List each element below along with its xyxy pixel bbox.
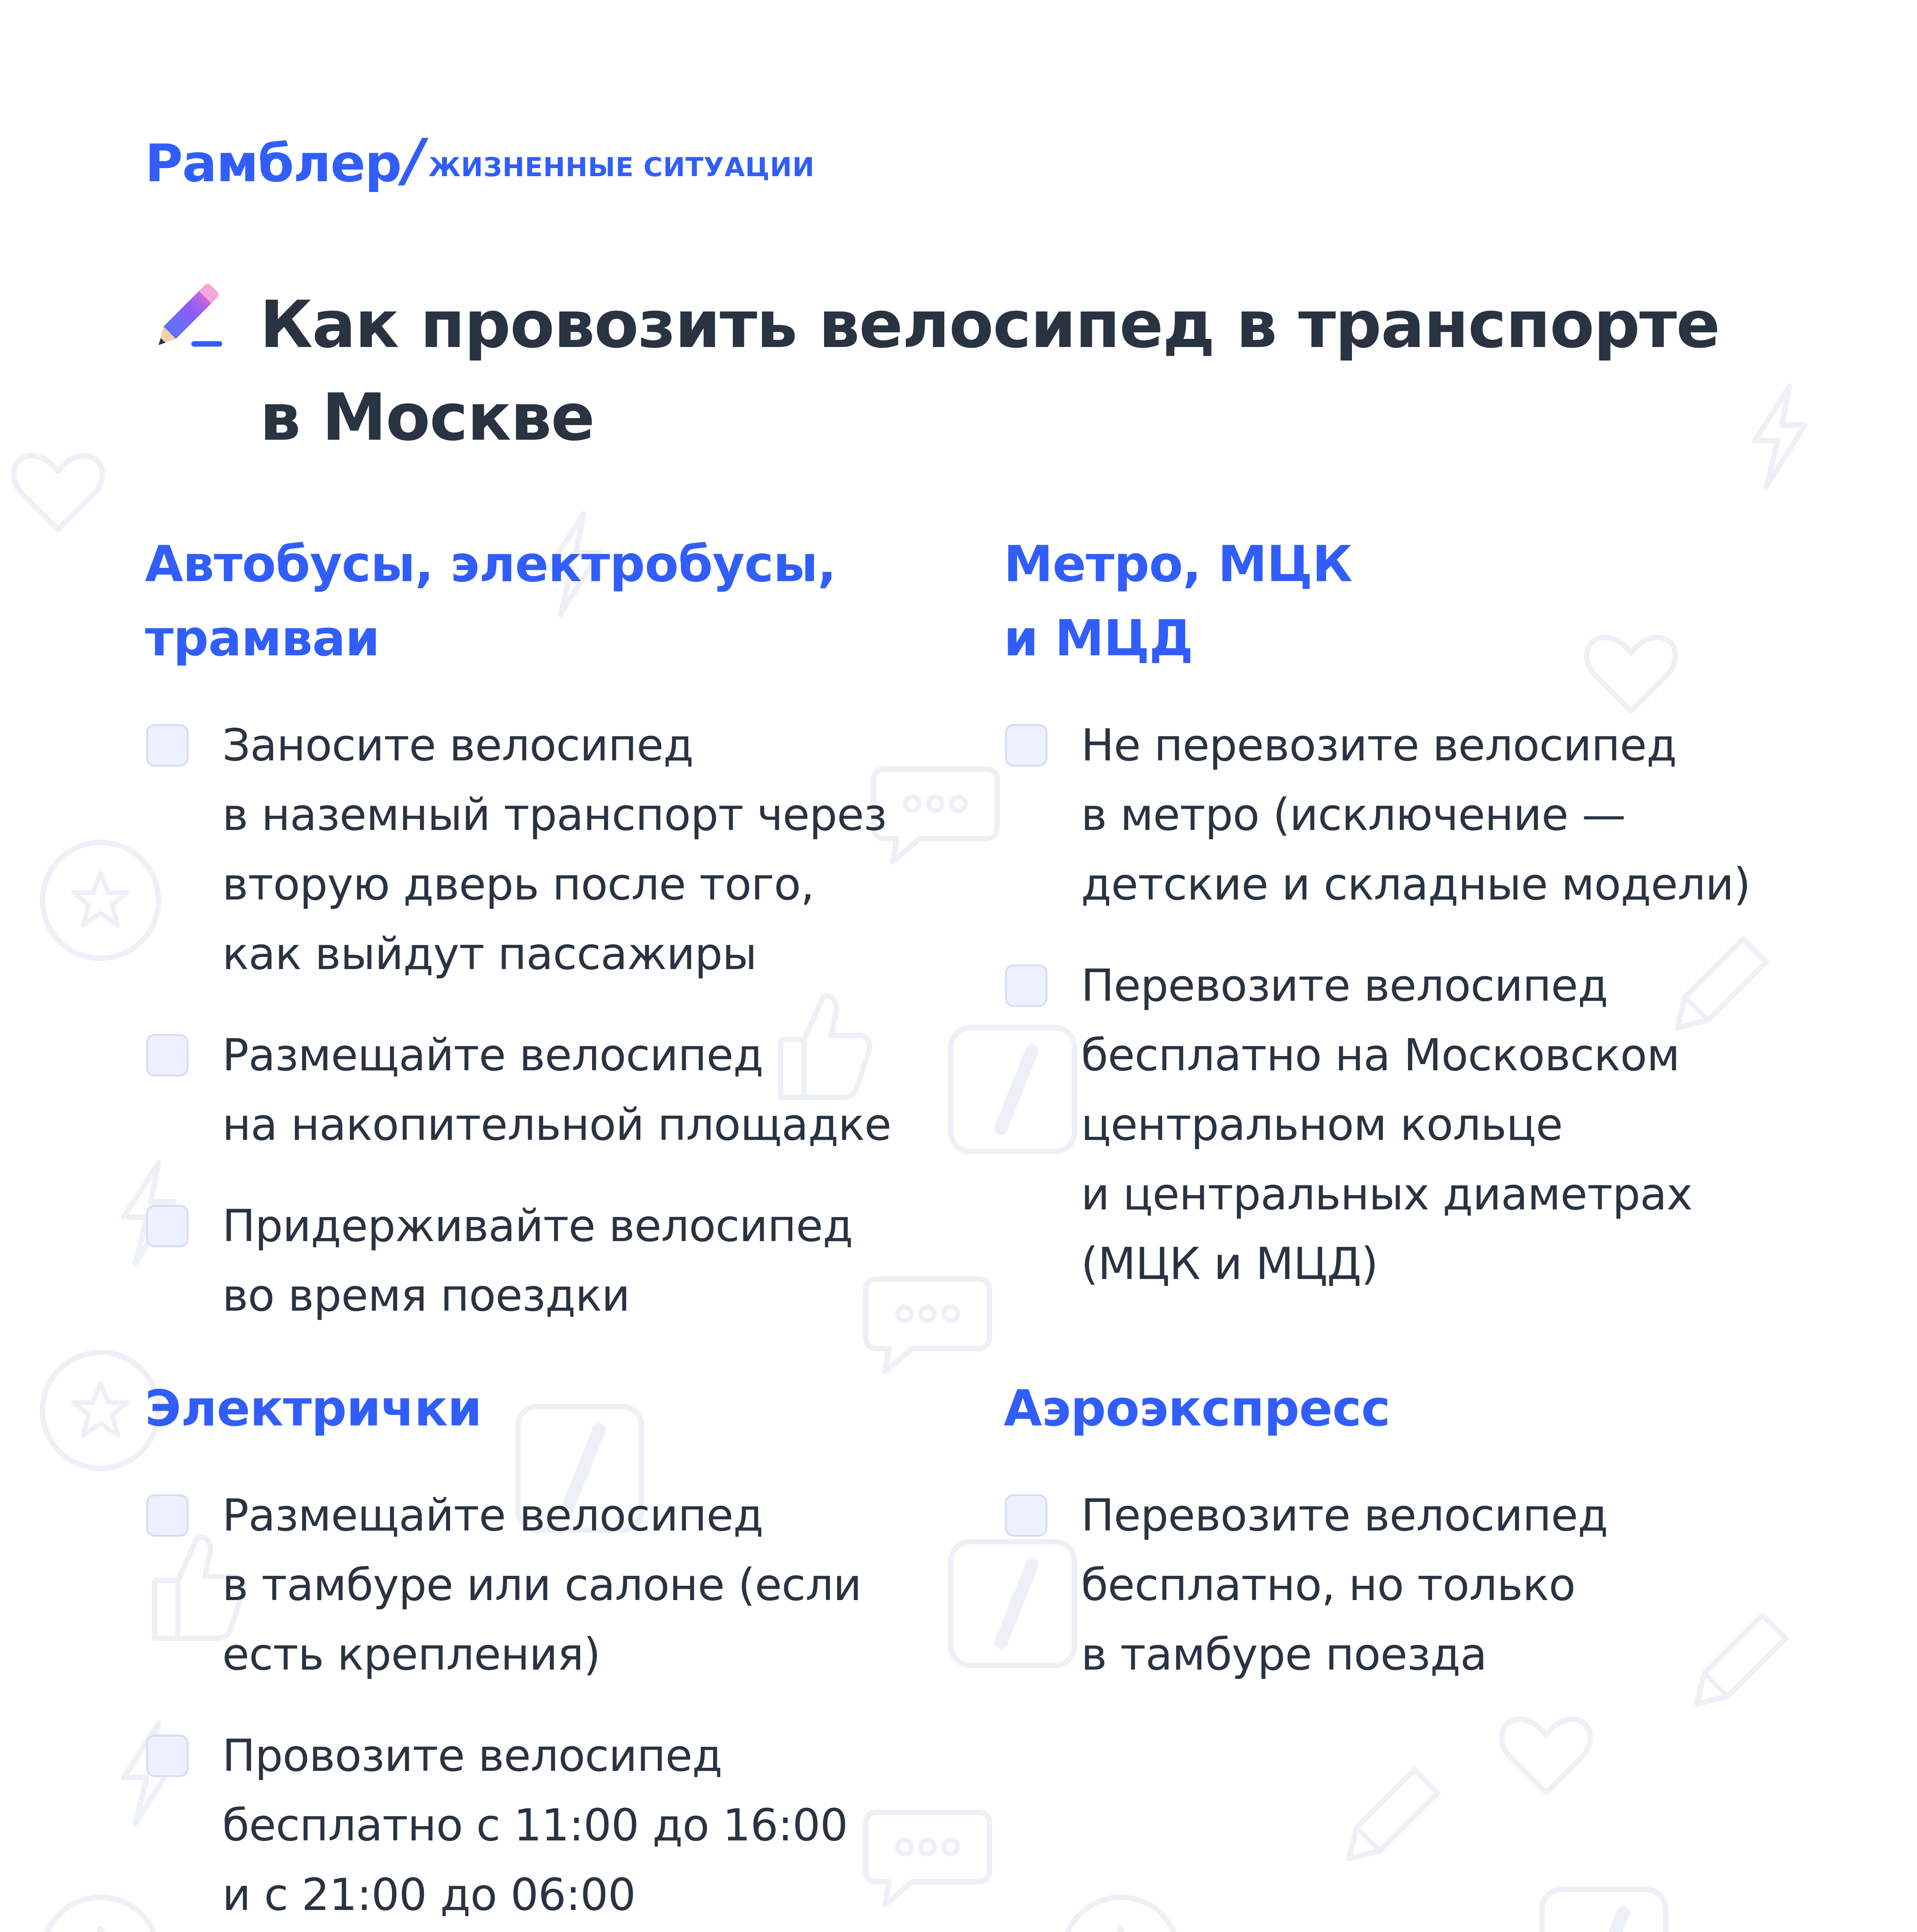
checklist	[1004, 1481, 1796, 1689]
checkbox[interactable]	[146, 1735, 189, 1777]
list-item	[1004, 711, 1796, 919]
list-item	[1004, 1481, 1796, 1689]
section-metro	[1004, 527, 1796, 1330]
rambler-logo	[145, 127, 815, 194]
pencil-icon	[149, 276, 226, 354]
section-heading: Автобусы, электробусы, трамваи	[145, 536, 836, 667]
item-text: Не перевозите велосипед в метро (исключение — детские и складные модели)	[1081, 719, 1750, 910]
item-text: Размещайте велосипед в тамбуре или салоне (если есть крепления)	[222, 1490, 861, 1680]
checkbox[interactable]	[1005, 1494, 1047, 1537]
section-aeroexpress	[1004, 1372, 1796, 1721]
checkbox[interactable]	[146, 1494, 189, 1537]
logo-wordmark: Рамблер	[145, 133, 401, 194]
section-trains	[145, 1372, 937, 1932]
checkbox[interactable]	[146, 1034, 189, 1077]
list-item	[145, 1721, 937, 1930]
section-heading: Аэроэкспресс	[1004, 1380, 1390, 1437]
section-buses	[145, 527, 937, 1362]
checkbox[interactable]	[1005, 964, 1047, 1007]
logo-slash: /	[403, 127, 425, 194]
list-item	[145, 711, 937, 989]
section-heading: Электрички	[145, 1380, 482, 1437]
list-item	[145, 1481, 937, 1689]
logo-subtitle: ЖИЗНЕННЫЕ СИТУАЦИИ	[428, 152, 815, 183]
list-item	[1004, 951, 1796, 1299]
item-text: Придерживайте велосипед во время поездки	[222, 1200, 853, 1321]
item-text: Перевозите велосипед бесплатно на Московском центральном кольце и центральных диаметрах (МЦК и МЦД)	[1081, 960, 1692, 1289]
checkbox[interactable]	[146, 1205, 189, 1247]
checklist	[1004, 711, 1796, 1299]
item-text: Провозите велосипед бесплатно с 11:00 до 16:00 и с 21:00 до 06:00	[222, 1730, 848, 1920]
item-text: Перевозите велосипед бесплатно, но только в тамбуре поезда	[1081, 1490, 1608, 1680]
checklist	[145, 1481, 937, 1932]
page-title: Как провозить велосипед в транспорте в Москве	[260, 287, 1720, 455]
list-item	[145, 1020, 937, 1160]
checklist	[145, 711, 937, 1330]
section-heading: Метро, МЦК и МЦД	[1004, 536, 1352, 667]
checkbox[interactable]	[1005, 724, 1047, 767]
item-text: Размещайте велосипед на накопительной площадке	[222, 1029, 891, 1150]
item-text: Заносите велосипед в наземный транспорт через вторую дверь после того, как выйдут пассажиры	[222, 719, 887, 980]
list-item	[145, 1191, 937, 1330]
checkbox[interactable]	[146, 724, 189, 767]
